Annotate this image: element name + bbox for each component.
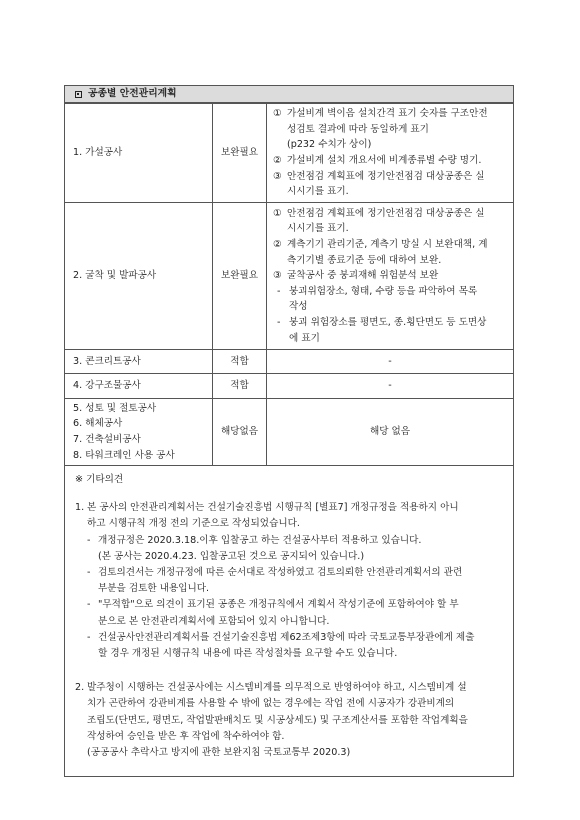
notes-title: ※ 기타의견	[75, 474, 124, 485]
note-bullet: - 건설공사안전관리계획서를 건설기술진흥법 제62조제3항에 따라 국토교통부장관에게 제출 할 경우 개정된 시행규칙 내용에 따른 작성절차를 요구할 수도 있습니다.	[87, 631, 475, 660]
table-row	[65, 104, 514, 203]
category-cell: 5. 성토 및 절토공사 6. 해체공사 7. 건축설비공사 8. 타워크레인 사용 공사	[65, 399, 213, 466]
category-cell: 3. 콘크리트공사	[65, 350, 213, 374]
square-bullet-icon	[75, 91, 82, 98]
section-header	[65, 86, 513, 103]
remarks-cell	[267, 104, 514, 203]
list-item: ③ 굴착공사 중 붕괴재해 위험분석 보완	[273, 270, 439, 282]
remarks-cell: -	[267, 374, 514, 399]
category-cell: 4. 강구조물공사	[65, 374, 213, 399]
list-item: ③ 안전점검 계획표에 정기안전점검 대상공종은 실 시시기를 표기.	[273, 170, 485, 198]
list-item: ① 가설비계 벽이음 설치간격 표기 숫자를 구조안전 성검토 결과에 따라 동일하게 표기 (p232 수치가 상이)	[273, 108, 488, 151]
table-row	[65, 203, 514, 350]
other-opinions	[65, 466, 513, 761]
status-cell: 해당없음	[213, 399, 267, 466]
category-cell: 2. 굴착 및 발파공사	[65, 203, 213, 350]
work-type-table	[64, 103, 514, 466]
list-item: ① 안전점검 계획표에 정기안전점검 대상공종은 실 시시기를 표기.	[273, 207, 485, 235]
note-paragraph: 2. 발주청이 시행하는 건설공사에는 시스템비계를 의무적으로 반영하여야 하고, 시스템비계 설 치가 곤란하여 강관비계를 사용할 수 밖에 없는 경우에는 작업 전에 시공자가 강관비계의 조립도(단면도, 평면도, 작업발판배치도 및 시공상세도) 및 구조계산서를 포함한 작업계획을 작성하여 승인을 받은 후 작업에 착수하여야 함. (공공공사 추락사고 방지에 관한 보완지침 국토교통부 2020.3)	[75, 682, 468, 759]
sub-list-item: - 붕괴위험장소, 형태, 수량 등을 파악하여 목록 작성	[277, 285, 478, 313]
table-row	[65, 374, 514, 399]
note-bullet: - "무적합"으로 의견이 표기된 공종은 개정규칙에서 계획서 작성기준에 포함하여야 할 부 분으로 본 안전관리계획서에 포함되어 있지 아니합니다.	[87, 599, 459, 627]
table-row	[65, 350, 514, 374]
status-cell: 적합	[213, 350, 267, 374]
table-row	[65, 399, 514, 466]
remarks-cell: 해당 없음	[267, 399, 514, 466]
remarks-cell: -	[267, 350, 514, 374]
status-cell: 적합	[213, 374, 267, 399]
section-title: 공종별 안전관리계획	[88, 88, 177, 99]
safety-plan-sheet	[64, 85, 514, 777]
status-cell: 보완필요	[213, 104, 267, 203]
category-cell: 1. 가설공사	[65, 104, 213, 203]
remarks-cell	[267, 203, 514, 350]
note-paragraph: 1. 본 공사의 안전관리계획서는 건설기술진흥법 시행규칙 [별표7] 개정규정을 적용하지 아니 하고 시행규칙 개정 전의 기준으로 작성되었습니다.	[75, 502, 459, 530]
note-bullet: - 개정규정은 2020.3.18.이후 입찰공고 하는 건설공사부터 적용하고 있습니다. (본 공사는 2020.4.23. 입찰공고된 것으로 공지되어 있습니다.)	[87, 534, 422, 562]
list-item: ② 가설비계 설치 개요서에 비계종류별 수량 명기.	[273, 155, 482, 166]
sub-list-item: - 붕괴 위험장소를 평면도, 종.횡단면도 등 도면상 에 표기	[277, 316, 487, 344]
status-cell: 보완필요	[213, 203, 267, 350]
note-bullet: - 검토의견서는 개정규정에 따른 순서대로 작성하였고 검토의뢰한 안전관리계획서의 관련 부분을 검토한 내용입니다.	[87, 567, 463, 595]
list-item: ② 계측기기 관리기준, 계측기 망실 시 보완대책, 계 측기기별 종료기준 등에 대하여 보완.	[273, 239, 488, 266]
